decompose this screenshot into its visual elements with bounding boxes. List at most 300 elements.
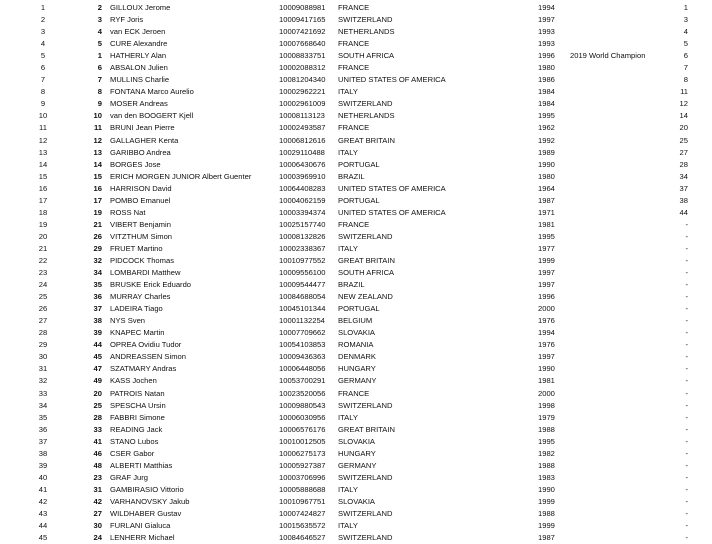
nationality-cell: UNITED STATES OF AMERICA bbox=[338, 75, 446, 85]
points-cell: - bbox=[685, 412, 688, 422]
uci-id-cell: 10025157740 bbox=[279, 219, 326, 229]
points-cell: - bbox=[685, 521, 688, 531]
rider-name-cell: LOMBARDI Matthew bbox=[110, 268, 181, 278]
rider-name-cell: ERICH MORGEN JUNIOR Albert Guenter bbox=[110, 171, 252, 181]
nationality-cell: PORTUGAL bbox=[338, 304, 380, 314]
birth-year-cell: 1992 bbox=[538, 135, 555, 145]
points-cell: - bbox=[685, 304, 688, 314]
birth-year-cell: 1996 bbox=[538, 292, 555, 302]
points-cell: - bbox=[685, 292, 688, 302]
uci-id-cell: 10009544477 bbox=[279, 280, 326, 290]
points-cell: - bbox=[685, 388, 688, 398]
birth-year-cell: 1997 bbox=[538, 268, 555, 278]
birth-year-cell: 1964 bbox=[538, 183, 555, 193]
rider-name-cell: VITZTHUM Simon bbox=[110, 231, 173, 241]
bib-number-cell: 12 bbox=[93, 135, 102, 145]
nationality-cell: SWITZERLAND bbox=[338, 400, 393, 410]
rider-name-cell: ANDREASSEN Simon bbox=[110, 352, 186, 362]
birth-year-cell: 1999 bbox=[538, 255, 555, 265]
rank-cell: 29 bbox=[38, 340, 48, 350]
bib-number-cell: 31 bbox=[93, 484, 102, 494]
rider-name-cell: GARIBBO Andrea bbox=[110, 147, 171, 157]
table-row bbox=[0, 14, 712, 26]
bib-number-cell: 47 bbox=[93, 364, 102, 374]
birth-year-cell: 1990 bbox=[538, 484, 555, 494]
nationality-cell: FRANCE bbox=[338, 39, 370, 49]
birth-year-cell: 1997 bbox=[538, 15, 555, 25]
nationality-cell: FRANCE bbox=[338, 123, 370, 133]
points-cell: - bbox=[685, 231, 688, 241]
birth-year-cell: 1980 bbox=[538, 63, 555, 73]
rank-cell: 30 bbox=[38, 352, 48, 362]
table-row bbox=[0, 412, 712, 424]
rider-name-cell: FABBRI Simone bbox=[110, 412, 165, 422]
bib-number-cell: 33 bbox=[93, 424, 102, 434]
rank-cell: 18 bbox=[38, 207, 48, 217]
uci-id-cell: 10007709662 bbox=[279, 328, 326, 338]
uci-id-cell: 10006030956 bbox=[279, 412, 326, 422]
table-row bbox=[0, 255, 712, 267]
table-row bbox=[0, 388, 712, 400]
nationality-cell: ITALY bbox=[338, 484, 358, 494]
uci-id-cell: 10010967751 bbox=[279, 496, 326, 506]
rider-name-cell: CURE Alexandre bbox=[110, 39, 168, 49]
uci-id-cell: 10003969910 bbox=[279, 171, 326, 181]
birth-year-cell: 2000 bbox=[538, 304, 555, 314]
table-row bbox=[0, 291, 712, 303]
bib-number-cell: 24 bbox=[93, 533, 102, 543]
nationality-cell: DENMARK bbox=[338, 352, 376, 362]
bib-number-cell: 20 bbox=[93, 388, 102, 398]
uci-id-cell: 10002088312 bbox=[279, 63, 326, 73]
uci-id-cell: 10005888688 bbox=[279, 484, 326, 494]
nationality-cell: SWITZERLAND bbox=[338, 15, 393, 25]
bib-number-cell: 23 bbox=[93, 472, 102, 482]
birth-year-cell: 1988 bbox=[538, 424, 555, 434]
uci-id-cell: 10064408283 bbox=[279, 183, 326, 193]
rider-name-cell: van den BOOGERT Kjell bbox=[110, 111, 194, 121]
rider-name-cell: RYF Joris bbox=[110, 15, 144, 25]
table-row bbox=[0, 532, 712, 544]
rider-name-cell: GAMBIRASIO Vittorio bbox=[110, 484, 184, 494]
table-row bbox=[0, 339, 712, 351]
rank-cell: 11 bbox=[39, 123, 47, 133]
rank-cell: 37 bbox=[38, 436, 48, 446]
nationality-cell: FRANCE bbox=[338, 3, 370, 12]
rank-cell: 32 bbox=[38, 376, 48, 386]
rank-cell: 14 bbox=[38, 159, 48, 169]
bib-number-cell: 48 bbox=[93, 460, 102, 470]
points-cell: 3 bbox=[683, 15, 688, 25]
points-cell: - bbox=[685, 472, 688, 482]
points-cell: - bbox=[685, 280, 688, 290]
bib-number-cell: 2 bbox=[97, 3, 102, 12]
nationality-cell: GERMANY bbox=[338, 460, 377, 470]
rank-cell: 23 bbox=[38, 268, 48, 278]
table-row bbox=[0, 424, 712, 436]
rank-cell: 19 bbox=[38, 219, 48, 229]
uci-id-cell: 10005927387 bbox=[279, 460, 326, 470]
nationality-cell: SWITZERLAND bbox=[338, 231, 393, 241]
birth-year-cell: 1983 bbox=[538, 472, 555, 482]
table-row bbox=[0, 195, 712, 207]
rank-cell: 24 bbox=[38, 280, 48, 290]
nationality-cell: SWITZERLAND bbox=[338, 508, 393, 518]
rank-cell: 17 bbox=[38, 195, 48, 205]
bib-number-cell: 13 bbox=[93, 147, 102, 157]
points-cell: 38 bbox=[679, 195, 688, 205]
birth-year-cell: 1980 bbox=[538, 171, 555, 181]
nationality-cell: SLOVAKIA bbox=[338, 496, 376, 506]
nationality-cell: ITALY bbox=[338, 147, 358, 157]
rider-name-cell: NYS Sven bbox=[110, 316, 146, 326]
bib-number-cell: 37 bbox=[93, 304, 102, 314]
rank-cell: 42 bbox=[38, 496, 48, 506]
uci-id-cell: 10007424827 bbox=[279, 508, 326, 518]
points-cell: 1 bbox=[683, 3, 688, 12]
nationality-cell: FRANCE bbox=[338, 63, 370, 73]
rider-name-cell: KASS Jochen bbox=[110, 376, 157, 386]
bib-number-cell: 42 bbox=[93, 496, 102, 506]
uci-id-cell: 10053700291 bbox=[279, 376, 326, 386]
rank-cell: 33 bbox=[38, 388, 48, 398]
rider-name-cell: HATHERLY Alan bbox=[110, 51, 167, 61]
points-cell: - bbox=[685, 496, 688, 506]
bib-number-cell: 49 bbox=[93, 376, 102, 386]
points-cell: 7 bbox=[683, 63, 688, 73]
bib-number-cell: 6 bbox=[97, 63, 102, 73]
birth-year-cell: 1989 bbox=[538, 147, 555, 157]
bib-number-cell: 36 bbox=[93, 292, 102, 302]
table-row bbox=[0, 207, 712, 219]
rider-name-cell: ALBERTI Matthias bbox=[110, 460, 173, 470]
table-row bbox=[0, 303, 712, 315]
rank-cell: 9 bbox=[40, 99, 46, 109]
birth-year-cell: 1981 bbox=[538, 219, 555, 229]
table-row bbox=[0, 38, 712, 50]
rank-cell: 10 bbox=[38, 111, 48, 121]
birth-year-cell: 1984 bbox=[538, 99, 555, 109]
rank-cell: 44 bbox=[38, 521, 48, 531]
bib-number-cell: 29 bbox=[93, 243, 102, 253]
points-cell: - bbox=[685, 448, 688, 458]
nationality-cell: NETHERLANDS bbox=[338, 111, 395, 121]
birth-year-cell: 1994 bbox=[538, 3, 555, 12]
birth-year-cell: 1997 bbox=[538, 280, 555, 290]
note-cell: 2019 World Champion bbox=[570, 51, 646, 61]
rider-name-cell: FURLANI Gialuca bbox=[110, 521, 171, 531]
table-row bbox=[0, 436, 712, 448]
table-row bbox=[0, 327, 712, 339]
table-row bbox=[0, 219, 712, 231]
nationality-cell: HUNGARY bbox=[338, 364, 376, 374]
bib-number-cell: 28 bbox=[93, 412, 102, 422]
bib-number-cell: 21 bbox=[93, 219, 102, 229]
rank-cell: 20 bbox=[38, 231, 48, 241]
birth-year-cell: 1993 bbox=[538, 27, 555, 37]
rider-name-cell: VARHANOVSKY Jakub bbox=[110, 496, 190, 506]
uci-id-cell: 10054103853 bbox=[279, 340, 326, 350]
points-cell: - bbox=[685, 400, 688, 410]
uci-id-cell: 10010977552 bbox=[279, 255, 326, 265]
nationality-cell: ROMANIA bbox=[338, 340, 374, 350]
rider-name-cell: SPESCHA Ursin bbox=[110, 400, 166, 410]
points-cell: 12 bbox=[679, 99, 688, 109]
uci-id-cell: 10008113123 bbox=[279, 111, 325, 121]
birth-year-cell: 1981 bbox=[538, 376, 555, 386]
rider-name-cell: CSER Gabor bbox=[110, 448, 155, 458]
bib-number-cell: 3 bbox=[97, 15, 102, 25]
nationality-cell: SWITZERLAND bbox=[338, 472, 393, 482]
bib-number-cell: 44 bbox=[93, 340, 102, 350]
points-cell: 14 bbox=[679, 111, 688, 121]
uci-id-cell: 10081204340 bbox=[279, 75, 326, 85]
nationality-cell: SOUTH AFRICA bbox=[338, 268, 395, 278]
bib-number-cell: 27 bbox=[93, 508, 102, 518]
birth-year-cell: 1988 bbox=[538, 460, 555, 470]
points-cell: - bbox=[685, 508, 688, 518]
rider-name-cell: GALLAGHER Kenta bbox=[110, 135, 179, 145]
rider-name-cell: KNAPEC Martin bbox=[110, 328, 165, 338]
table-row bbox=[0, 135, 712, 147]
nationality-cell: FRANCE bbox=[338, 388, 370, 398]
table-row bbox=[0, 460, 712, 472]
nationality-cell: GREAT BRITAIN bbox=[338, 424, 395, 434]
bib-number-cell: 35 bbox=[93, 280, 102, 290]
uci-id-cell: 10003706996 bbox=[279, 472, 326, 482]
birth-year-cell: 1962 bbox=[538, 123, 555, 133]
table-row bbox=[0, 231, 712, 243]
bib-number-cell: 46 bbox=[93, 448, 102, 458]
rider-name-cell: SZATMARY Andras bbox=[110, 364, 177, 374]
uci-id-cell: 10009088981 bbox=[279, 3, 326, 12]
nationality-cell: ITALY bbox=[338, 412, 358, 422]
rank-cell: 15 bbox=[38, 171, 48, 181]
points-cell: 37 bbox=[679, 183, 688, 193]
uci-id-cell: 10009556100 bbox=[279, 268, 326, 278]
birth-year-cell: 1996 bbox=[538, 51, 555, 61]
bib-number-cell: 17 bbox=[93, 195, 102, 205]
table-row bbox=[0, 472, 712, 484]
birth-year-cell: 1976 bbox=[538, 316, 555, 326]
nationality-cell: FRANCE bbox=[338, 219, 370, 229]
table-row bbox=[0, 508, 712, 520]
uci-id-cell: 10006576176 bbox=[279, 424, 326, 434]
table-row bbox=[0, 26, 712, 38]
rider-name-cell: ABSALON Julien bbox=[110, 63, 168, 73]
bib-number-cell: 19 bbox=[93, 207, 102, 217]
rider-name-cell: GILLOUX Jerome bbox=[110, 3, 171, 12]
uci-id-cell: 10001132254 bbox=[279, 316, 325, 326]
rank-cell: 22 bbox=[38, 255, 48, 265]
birth-year-cell: 1986 bbox=[538, 75, 555, 85]
table-row bbox=[0, 86, 712, 98]
table-row bbox=[0, 267, 712, 279]
uci-id-cell: 10010012505 bbox=[279, 436, 326, 446]
points-cell: 8 bbox=[683, 75, 688, 85]
bib-number-cell: 26 bbox=[93, 231, 102, 241]
rider-name-cell: VIBERT Benjamin bbox=[110, 219, 171, 229]
bib-number-cell: 7 bbox=[97, 75, 102, 85]
rider-name-cell: FRUET Martino bbox=[110, 243, 163, 253]
points-cell: 20 bbox=[679, 123, 688, 133]
points-cell: 25 bbox=[679, 135, 688, 145]
birth-year-cell: 1971 bbox=[538, 207, 555, 217]
nationality-cell: GREAT BRITAIN bbox=[338, 255, 395, 265]
uci-id-cell: 10084646527 bbox=[279, 533, 326, 543]
uci-id-cell: 10006275173 bbox=[279, 448, 326, 458]
table-row bbox=[0, 183, 712, 195]
uci-id-cell: 10008132826 bbox=[279, 231, 326, 241]
rank-cell: 7 bbox=[40, 75, 46, 85]
table-row bbox=[0, 351, 712, 363]
rider-name-cell: FONTANA Marco Aurelio bbox=[110, 87, 194, 97]
points-cell: 6 bbox=[683, 51, 688, 61]
table-row bbox=[0, 520, 712, 532]
rider-name-cell: READING Jack bbox=[110, 424, 163, 434]
rank-cell: 5 bbox=[40, 51, 46, 61]
points-cell: 28 bbox=[679, 159, 688, 169]
rank-cell: 6 bbox=[40, 63, 46, 73]
nationality-cell: SWITZERLAND bbox=[338, 533, 393, 543]
uci-id-cell: 10007668640 bbox=[279, 39, 326, 49]
nationality-cell: UNITED STATES OF AMERICA bbox=[338, 183, 446, 193]
nationality-cell: SWITZERLAND bbox=[338, 99, 393, 109]
table-row bbox=[0, 159, 712, 171]
uci-id-cell: 10002493587 bbox=[279, 123, 326, 133]
rank-cell: 43 bbox=[38, 508, 48, 518]
points-cell: - bbox=[685, 376, 688, 386]
nationality-cell: SOUTH AFRICA bbox=[338, 51, 395, 61]
rider-name-cell: POMBO Emanuel bbox=[110, 195, 171, 205]
nationality-cell: BELGIUM bbox=[338, 316, 373, 326]
uci-id-cell: 10007421692 bbox=[279, 27, 326, 37]
uci-id-cell: 10015635572 bbox=[279, 521, 326, 531]
table-row bbox=[0, 315, 712, 327]
birth-year-cell: 1977 bbox=[538, 243, 555, 253]
table-row bbox=[0, 74, 712, 86]
uci-id-cell: 10084688054 bbox=[279, 292, 326, 302]
rider-name-cell: HARRISON David bbox=[110, 183, 172, 193]
points-cell: - bbox=[685, 436, 688, 446]
rank-cell: 31 bbox=[38, 364, 48, 374]
bib-number-cell: 1 bbox=[97, 51, 102, 61]
rank-cell: 2 bbox=[40, 15, 46, 25]
birth-year-cell: 1997 bbox=[538, 352, 555, 362]
table-row bbox=[0, 363, 712, 375]
rider-name-cell: GRAF Jurg bbox=[110, 472, 148, 482]
nationality-cell: ITALY bbox=[338, 243, 358, 253]
uci-id-cell: 10004062159 bbox=[279, 195, 326, 205]
uci-id-cell: 10002961009 bbox=[279, 99, 326, 109]
rank-cell: 36 bbox=[38, 424, 48, 434]
rank-cell: 39 bbox=[38, 460, 48, 470]
rider-name-cell: MURRAY Charles bbox=[110, 292, 171, 302]
results-table bbox=[0, 2, 712, 544]
points-cell: - bbox=[685, 243, 688, 253]
birth-year-cell: 1995 bbox=[538, 111, 555, 121]
table-row bbox=[0, 484, 712, 496]
nationality-cell: SLOVAKIA bbox=[338, 328, 376, 338]
bib-number-cell: 45 bbox=[93, 352, 102, 362]
points-cell: - bbox=[685, 328, 688, 338]
bib-number-cell: 25 bbox=[93, 400, 102, 410]
birth-year-cell: 1990 bbox=[538, 159, 555, 169]
rank-cell: 41 bbox=[38, 484, 48, 494]
rank-cell: 45 bbox=[38, 533, 48, 543]
rider-name-cell: OPREA Ovidiu Tudor bbox=[110, 340, 182, 350]
points-cell: 27 bbox=[679, 147, 688, 157]
birth-year-cell: 1988 bbox=[538, 508, 555, 518]
table-row bbox=[0, 400, 712, 412]
table-row bbox=[0, 279, 712, 291]
table-row bbox=[0, 110, 712, 122]
bib-number-cell: 5 bbox=[97, 39, 102, 49]
rank-cell: 25 bbox=[38, 292, 48, 302]
bib-number-cell: 4 bbox=[97, 27, 102, 37]
rank-cell: 8 bbox=[40, 87, 46, 97]
bib-number-cell: 39 bbox=[93, 328, 102, 338]
nationality-cell: BRAZIL bbox=[338, 171, 365, 181]
rider-name-cell: LADEIRA Tiago bbox=[110, 304, 163, 314]
rank-cell: 4 bbox=[40, 39, 46, 49]
nationality-cell: NEW ZEALAND bbox=[338, 292, 393, 302]
rider-name-cell: PIDCOCK Thomas bbox=[110, 255, 175, 265]
nationality-cell: UNITED STATES OF AMERICA bbox=[338, 207, 446, 217]
birth-year-cell: 2000 bbox=[538, 388, 555, 398]
rider-name-cell: WILDHABER Gustav bbox=[110, 508, 182, 518]
birth-year-cell: 1999 bbox=[538, 521, 555, 531]
rider-name-cell: ROSS Nat bbox=[110, 207, 146, 217]
table-row bbox=[0, 243, 712, 255]
nationality-cell: NETHERLANDS bbox=[338, 27, 395, 37]
bib-number-cell: 11 bbox=[93, 123, 102, 133]
rank-cell: 16 bbox=[38, 183, 48, 193]
bib-number-cell: 14 bbox=[93, 159, 102, 169]
uci-id-cell: 10045101344 bbox=[279, 304, 326, 314]
points-cell: - bbox=[685, 255, 688, 265]
rank-cell: 34 bbox=[38, 400, 48, 410]
uci-id-cell: 10002962221 bbox=[279, 87, 326, 97]
points-cell: - bbox=[685, 352, 688, 362]
points-cell: - bbox=[685, 533, 688, 543]
birth-year-cell: 1987 bbox=[538, 195, 555, 205]
points-cell: 44 bbox=[679, 207, 688, 217]
points-cell: 11 bbox=[680, 87, 688, 97]
birth-year-cell: 1999 bbox=[538, 496, 555, 506]
bib-number-cell: 10 bbox=[93, 111, 102, 121]
bib-number-cell: 9 bbox=[97, 99, 102, 109]
uci-id-cell: 10002338367 bbox=[279, 243, 326, 253]
rider-name-cell: PATROIS Natan bbox=[110, 388, 165, 398]
nationality-cell: ITALY bbox=[338, 87, 358, 97]
nationality-cell: PORTUGAL bbox=[338, 159, 380, 169]
bib-number-cell: 30 bbox=[93, 521, 102, 531]
points-cell: - bbox=[685, 340, 688, 350]
rider-name-cell: STANO Lubos bbox=[110, 436, 159, 446]
table-row bbox=[0, 2, 712, 14]
table-row bbox=[0, 375, 712, 387]
rank-cell: 12 bbox=[38, 135, 48, 145]
points-cell: 34 bbox=[679, 171, 688, 181]
uci-id-cell: 10029110488 bbox=[279, 147, 325, 157]
nationality-cell: PORTUGAL bbox=[338, 195, 380, 205]
table-row bbox=[0, 171, 712, 183]
rank-cell: 27 bbox=[38, 316, 48, 326]
nationality-cell: SLOVAKIA bbox=[338, 436, 376, 446]
rider-name-cell: MULLINS Charlie bbox=[110, 75, 170, 85]
rank-cell: 40 bbox=[38, 472, 48, 482]
